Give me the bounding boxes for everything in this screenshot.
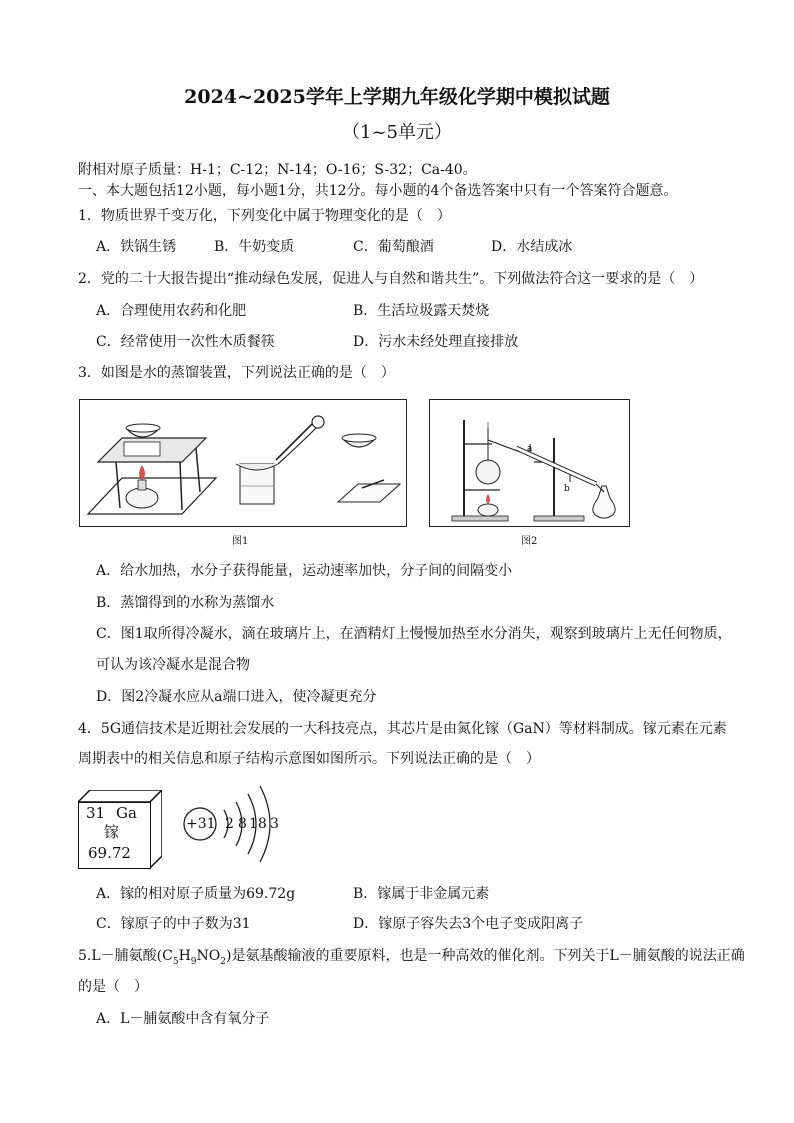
page-title: 2024~2025学年上学期九年级化学期中模拟试题 [184, 86, 610, 108]
section-heading: 一、本大题包括12小题，每小题1分，共12分。每小题的4个备选答案中只有一个答案符合题意。 [78, 183, 678, 199]
q4-option-a: A．镓的相对原子质量为69.72g [96, 886, 296, 902]
q2-stem: 2．党的二十大报告提出“推动绿色发展，促进人与自然和谐共生”。下列做法符合这一要求的是（ ） [78, 271, 704, 287]
figure-2-caption: 图2 [521, 536, 538, 547]
nucleus-charge: +31 [186, 816, 216, 832]
figure-1-caption: 图1 [232, 536, 249, 547]
q3-stem: 3．如图是水的蒸馏装置，下列说法正确的是（ ） [78, 365, 395, 381]
q4-option-d: D．镓原子容失去3个电子变成阳离子 [353, 916, 584, 932]
q3-option-c-continued: 可认为该冷凝水是混合物 [96, 657, 250, 673]
distillation-apparatus-drawing [430, 400, 629, 526]
evaporation-apparatus-drawing [80, 400, 406, 526]
q5-stem: 5.L－脯氨酸$(C_5H_9NO_2)$是氨基酸输液的重要原料，也是一种高效的催化剂。下列关于L－脯氨酸的说法正确 [78, 948, 745, 967]
q1-option-a: A．铁锅生锈 [96, 239, 177, 255]
shell-4-electrons: 3 [270, 816, 279, 832]
periodic-element-cell [78, 790, 162, 870]
figure-2-distillation [429, 399, 630, 527]
element-symbol: Ga [116, 804, 137, 822]
q3-option-c: C．图1取所得冷凝水，滴在玻璃片上，在酒精灯上慢慢加热至水分消失，观察到玻璃片上无任何物质， [96, 626, 732, 642]
q1-option-c: C．葡萄酿酒 [353, 239, 434, 255]
element-atomic-number: 31 [86, 804, 106, 822]
figure-2-label-a: a [527, 444, 533, 454]
q1-stem: 1．物质世界千变万化，下列变化中属于物理变化的是（ ） [78, 208, 451, 224]
atomic-mass-note: 附相对原子质量：H-1；C-12；N-14；O-16；S-32；Ca-40。 [78, 162, 477, 178]
q1-option-d: D．水结成冰 [491, 239, 573, 255]
q4-stem: 4．5G通信技术是近期社会发展的一大科技亮点，其芯片是由氮化镓（GaN）等材料制成。镓元素在元素 [78, 721, 727, 737]
element-name: 镓 [104, 823, 120, 841]
shell-2-electrons: 8 [238, 816, 247, 832]
q1-option-b: B．牛奶变质 [214, 239, 295, 255]
q2-option-c: C．经常使用一次性木质餐筷 [96, 334, 275, 350]
q3-option-a: A．给水加热，水分子获得能量，运动速率加快，分子间的间隔变小 [96, 563, 513, 579]
shell-1-electrons: 2 [225, 816, 234, 832]
page-subtitle: （1~5单元） [342, 122, 452, 143]
q2-option-a: A．合理使用农药和化肥 [96, 303, 247, 319]
element-mass: 69.72 [88, 844, 131, 862]
q4-option-c: C．镓原子的中子数为31 [96, 916, 251, 932]
figure-2-label-b: b [564, 484, 570, 494]
q2-option-b: B．生活垃圾露天焚烧 [353, 303, 490, 319]
q4-stem-continued: 周期表中的相关信息和原子结构示意图如图所示。下列说法正确的是（ ） [78, 751, 540, 767]
shell-3-electrons: 18 [249, 816, 267, 832]
q2-option-d: D．污水未经处理直接排放 [353, 334, 519, 350]
q4-option-b: B．镓属于非金属元素 [353, 886, 490, 902]
q5-stem-continued: 的是（ ） [78, 979, 148, 995]
q5-option-a: A．L－脯氨酸中含有氧分子 [96, 1011, 270, 1027]
q3-option-b: B．蒸馏得到的水称为蒸馏水 [96, 595, 275, 611]
figure-1-evaporation [79, 399, 407, 527]
atomic-structure-diagram [182, 784, 292, 868]
q3-option-d: D．图2冷凝水应从a端口进入，使冷凝更充分 [96, 689, 377, 705]
